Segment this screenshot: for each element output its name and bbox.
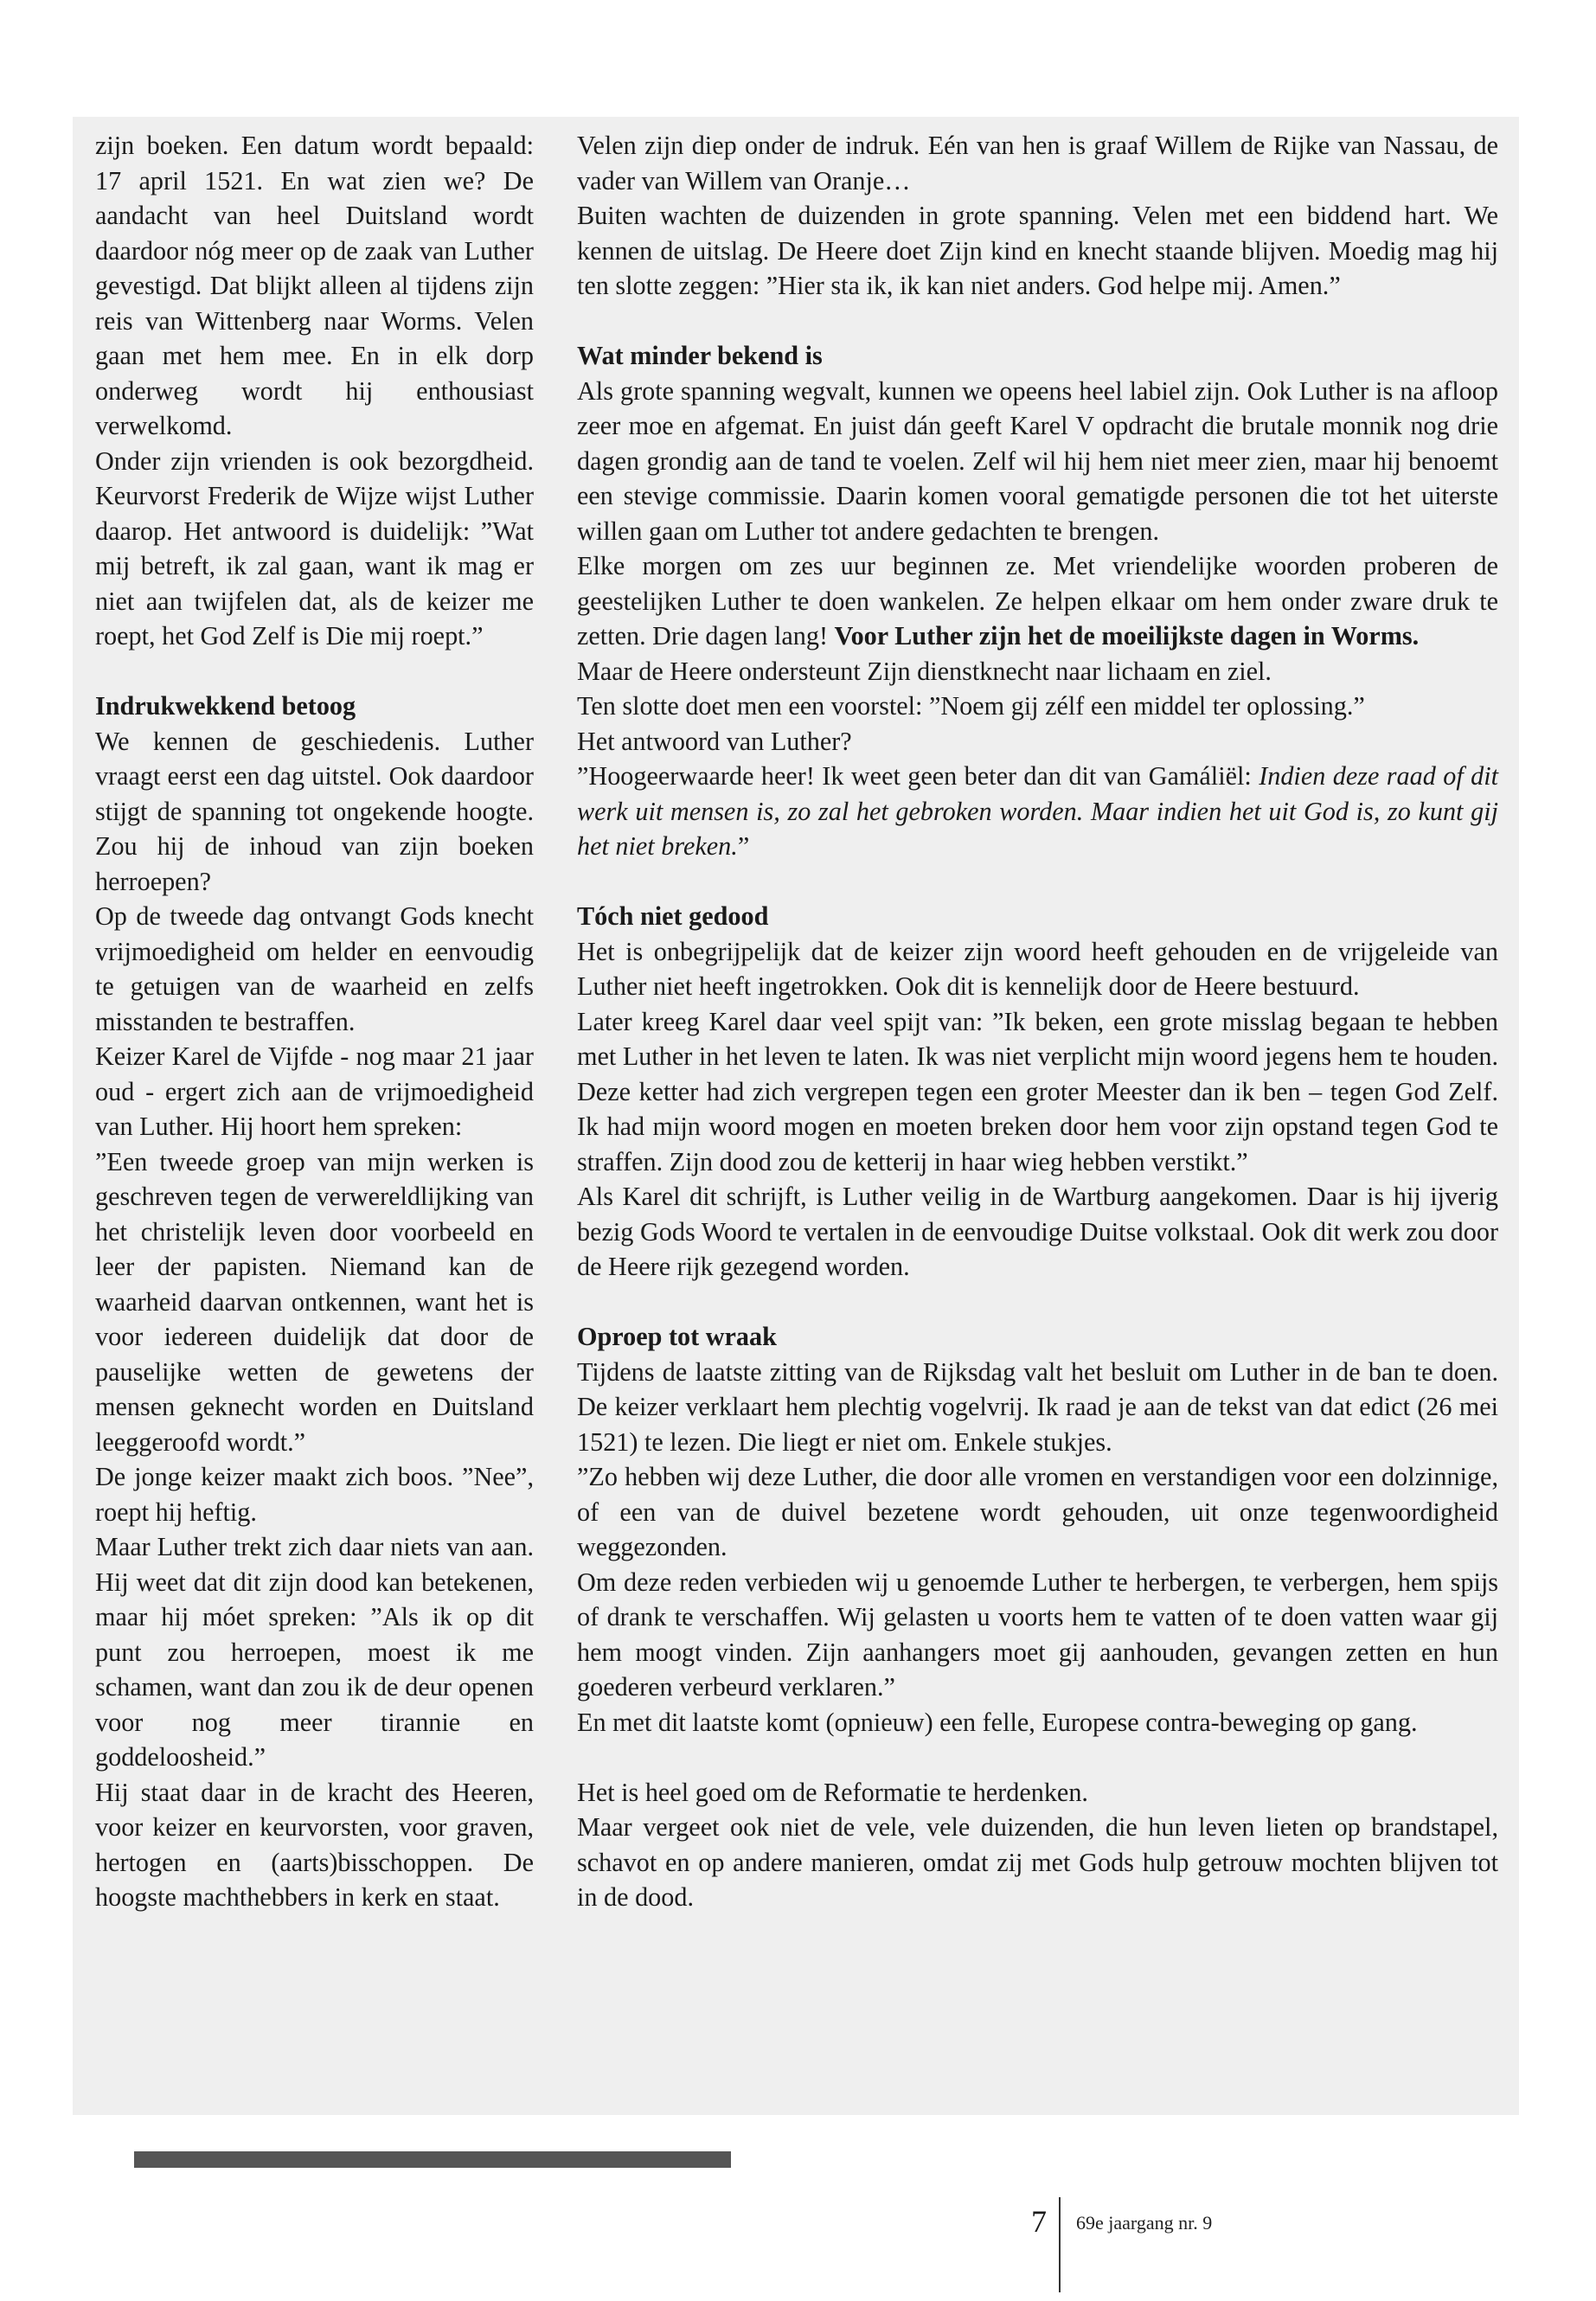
paragraph: En met dit laatste komt (opnieuw) een felle, Europese contra-beweging op gang. xyxy=(577,1707,1418,1737)
section-heading: Oproep tot wraak xyxy=(577,1322,777,1351)
paragraph: Buiten wachten de duizenden in grote spanning. Velen met een biddend hart. We kennen de uitslag. De Heere doet Zijn kind en knecht staande blijven. Moedig mag hij ten slotte zeggen: ”Hier sta ik, ik kan niet anders. God helpe mij. Amen.” xyxy=(577,201,1498,300)
paragraph: Maar de Heere ondersteunt Zijn dienstknecht naar lichaam en ziel. xyxy=(577,656,1272,686)
paragraph xyxy=(577,548,1498,654)
paragraph: Hij staat daar in de kracht des Heeren, voor keizer en keurvorsten, voor graven, hertogen en (aarts)bisschoppen. De hoogste machthebbers in kerk en staat. xyxy=(95,1777,534,1912)
paragraph: Het antwoord van Luther? xyxy=(577,726,852,756)
decorative-bar xyxy=(134,2151,731,2168)
paragraph: Maar vergeet ook niet de vele, vele duizenden, die hun leven lieten op brandstapel, schavot en op andere manieren, omdat zij met Gods hulp getrouw mochten blijven tot in de dood. xyxy=(577,1812,1498,1912)
paragraph-text: ”Hoogeerwaarde heer! Ik weet geen beter dan dit van Gamáliël: xyxy=(577,761,1259,791)
paragraph: Tijdens de laatste zitting van de Rijksdag valt het besluit om Luther in de ban te doen. De keizer verklaart hem plechtig vogelvrij. Ik raad je aan de tekst van dat edict (26 mei 1521) te lezen. Die liegt er niet om. Enkele stukjes. xyxy=(577,1356,1498,1457)
paragraph: Maar Luther trekt zich daar niets van aan. Hij weet dat dit zijn dood kan betekenen, maar hij móet spreken: ”Als ik op dit punt zou herroepen, moest ik me schamen, want dan zou ik de deur openen voor nog meer tirannie en goddeloosheid.” xyxy=(95,1532,534,1772)
section-heading: Tóch niet gedood xyxy=(577,901,769,931)
paragraph: ”Een tweede groep van mijn werken is geschreven tegen de verwereldlijking van het christelijk leven door voorbeeld en leer der papisten. Niemand kan de waarheid daarvan ontkennen, want het is voor iedereen duidelijk dat door de pauselijke wetten de gewetens der mensen geknecht worden en Duitsland leeggeroofd wordt.” xyxy=(95,1146,534,1457)
section-heading: Indrukwekkend betoog xyxy=(95,691,356,721)
paragraph: De jonge keizer maakt zich boos. ”Nee”, roept hij heftig. xyxy=(95,1462,534,1527)
paragraph: Als grote spanning wegvalt, kunnen we opeens heel labiel zijn. Ook Luther is na afloop zeer moe en afgemat. En juist dán geeft Karel V opdracht die brutale monnik nog drie dagen grondig aan de tand te voelen. Zelf wil hij hem niet meer zien, maar hij benoemt een stevige commissie. Daarin komen vooral gematigde personen die tot het uiterste willen gaan om Luther tot andere gedachten te brengen. xyxy=(577,375,1498,546)
paragraph: Het is heel goed om de Reformatie te herdenken. xyxy=(577,1777,1088,1807)
paragraph: Als Karel dit schrijft, is Luther veilig in de Wartburg aangekomen. Daar is hij ijverig bezig Gods Woord te vertalen in de eenvoudige Duitse volkstaal. Ook dit werk zou door de Heere rijk gezegend worden. xyxy=(577,1182,1498,1281)
quote-close: ” xyxy=(737,831,750,861)
emphasis-bold: Voor Luther zijn het de moeilijkste dagen in Worms. xyxy=(834,621,1420,651)
paragraph: ”Zo hebben wij deze Luther, die door alle vromen en verstandigen voor een dolzinnige, of een van de duivel bezetene wordt gehouden, uit onze tegenwoordigheid weggezonden. xyxy=(577,1462,1498,1561)
paragraph: zijn boeken. Een datum wordt bepaald: 17 april 1521. En wat zien we? De aandacht van heel Duitsland wordt daardoor nóg meer op de zaak van Luther gevestigd. Dat blijkt alleen al tijdens zijn reis van Wittenberg naar Worms. Velen gaan met hem mee. En in elk dorp onderweg wordt hij enthousiast verwelkomd. xyxy=(95,131,534,440)
scripture-quote: Indien deze raad of dit werk uit mensen is, zo zal het gebroken worden. Maar indien het uit God is, zo kunt gij het niet breken. xyxy=(577,761,1499,861)
paragraph xyxy=(577,759,1498,864)
paragraph: Velen zijn diep onder de indruk. Eén van hen is graaf Willem de Rijke van Nassau, de vader van Willem van Oranje… xyxy=(577,131,1498,195)
paragraph: Om deze reden verbieden wij u genoemde Luther te herbergen, te verbergen, hem spijs of drank te verschaffen. Wij gelasten u voorts hem te vatten of te doen vatten waar gij hem moogt vinden. Zijn aanhangers moet gij aanhouden, gevangen zetten en hun goederen verbeurd verklaren.” xyxy=(577,1567,1498,1702)
left-column xyxy=(95,128,534,1915)
issue-label: 69e jaargang nr. 9 xyxy=(1076,2212,1213,2234)
paragraph: Het is onbegrijpelijk dat de keizer zijn woord heeft gehouden en de vrijgeleide van Luther niet heeft ingetrokken. Ook dit is kennelijk door de Heere bestuurd. xyxy=(577,936,1498,1001)
page-number: 7 xyxy=(1031,2204,1047,2239)
paragraph: Later kreeg Karel daar veel spijt van: ”Ik beken, een grote misslag begaan te hebben met Luther in het leven te laten. Ik was niet verplicht mijn woord jegens hem te houden. Deze ketter had zich vergrepen tegen een groter Meester dan ik ben – tegen God Zelf. Ik had mijn woord mogen en moeten breken door hem voor zijn opstand tegen God te straffen. Zijn dood zou de ketterij in haar wieg hebben verstikt.” xyxy=(577,1006,1498,1176)
right-column xyxy=(577,128,1498,1915)
paragraph: We kennen de geschiedenis. Luther vraagt eerst een dag uitstel. Ook daardoor stijgt de spanning tot ongekende hoogte. Zou hij de inhoud van zijn boeken herroepen? xyxy=(95,726,534,896)
paragraph-text: Elke morgen om zes uur beginnen ze. Met vriendelijke woorden proberen de geestelijken Luther te doen wankelen. Ze helpen elkaar om hem onder zware druk te zetten. Drie dagen lang! xyxy=(577,551,1498,651)
paragraph: Op de tweede dag ontvangt Gods knecht vrijmoedigheid om helder en eenvoudig te getuigen van de waarheid en zelfs misstanden te bestraffen. xyxy=(95,901,534,1036)
footer-divider xyxy=(1059,2197,1061,2292)
paragraph: Keizer Karel de Vijfde - nog maar 21 jaar oud - ergert zich aan de vrijmoedigheid van Luther. Hij hoort hem spreken: xyxy=(95,1042,534,1141)
paragraph: Onder zijn vrienden is ook bezorgdheid. Keurvorst Frederik de Wijze wijst Luther daarop. Het antwoord is duidelijk: ”Wat mij betreft, ik zal gaan, want ik mag er niet aan twijfelen dat, als de keizer me roept, het God Zelf is Die mij roept.” xyxy=(95,445,534,651)
paragraph: Ten slotte doet men een voorstel: ”Noem gij zélf een middel ter oplossing.” xyxy=(577,691,1365,721)
section-heading: Wat minder bekend is xyxy=(577,341,823,370)
